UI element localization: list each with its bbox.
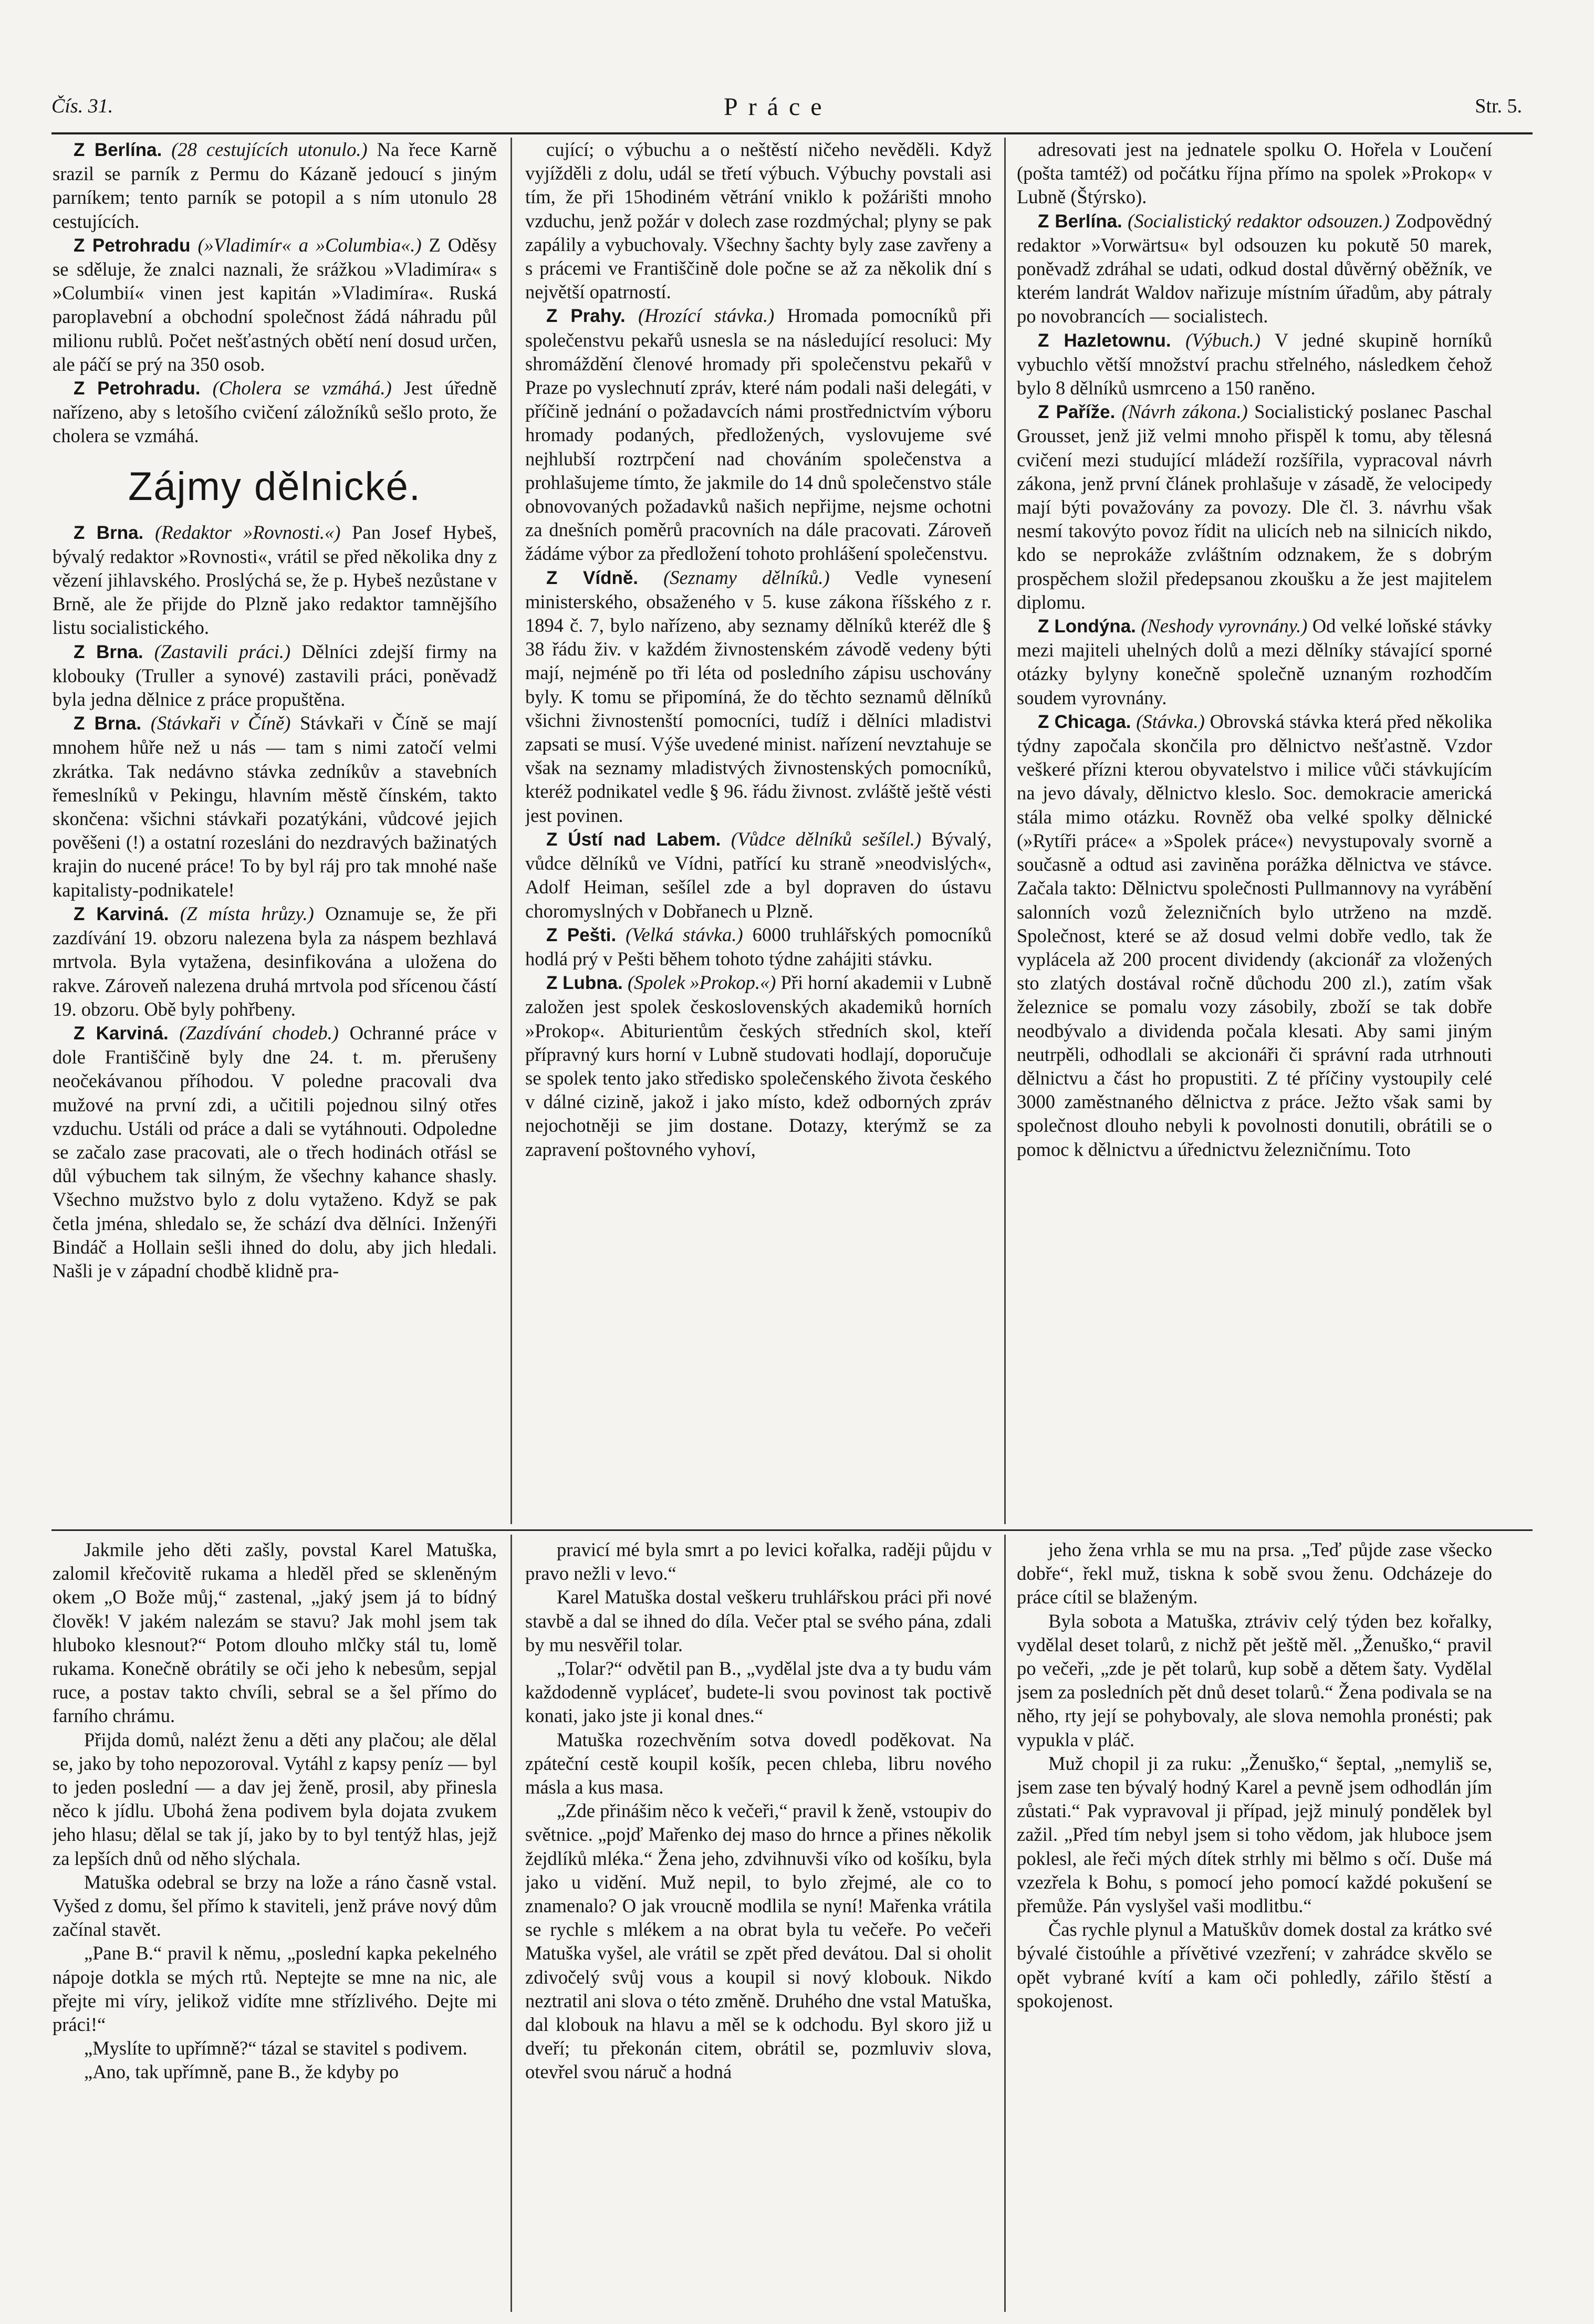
news-item-text: V jedné skupině horníků vybuchlo větší množství prachu střelného, následkem čehož bylo 8 dělníků usmrceno a 150 raněno.	[1017, 329, 1492, 399]
story-column-3	[1017, 1538, 1492, 2310]
news-item-place: Z Brna.	[74, 713, 142, 734]
news-item-place: Z Londýna.	[1038, 616, 1136, 637]
news-item-text: Při horní akademii v Lubně založen jest spolek československých akademiků horních »Prokop«. Abiturientům českých středních skol, kteří přípravný kurs horní v Lubně studovati hodlají, doporučuje se spolek tento jako středisko společenského života českého v dálné cizině, jakož i jako místo, kdež odborných zpráv nejochotněji se jim dostane. Dotazy, kterýmž se za zapravení poštovného vyhoví,	[525, 972, 992, 1160]
news-item-subtitle: (Zazdívání chodeb.)	[179, 1022, 339, 1044]
news-item-subtitle: (Výbuch.)	[1185, 329, 1260, 351]
story-paragraph: „Myslíte to upřímně?“ tázal se stavitel s podivem.	[84, 2037, 467, 2059]
labor-news-continued	[525, 138, 992, 1161]
story-text-2	[525, 1538, 992, 2084]
news-item-text: Od velké loňské stávky mezi majiteli uhelných dolů a mezi dělníky stávající sporné otázky bylyny konečně společně uznaným rozhodčím soudem vyrovnány.	[1017, 615, 1492, 708]
story-paragraph: „Pane B.“ pravil k němu, „poslední kapka pekelného nápoje dotkla se mých rtů. Neptejte se mne na nic, ale přejte mi víry, jelikož vidíte mne střízlivého. Dejte mi práci!“	[53, 1942, 497, 2036]
story-paragraph: „Ano, tak upřímně, pane B., že kdyby po	[84, 2061, 399, 2083]
news-item-subtitle: (Cholera se vzmáhá.)	[212, 377, 392, 399]
news-item	[53, 1021, 497, 1283]
news-item-text: cující; o výbuchu a o neštěstí ničeho nevěděli. Když vyjížděli z dolu, udál se třetí výbuch. Výbuchy povstali asi tím, že při 15hodiném větrání vniklo k požárišti mnoho vzduchu, jenž požár v dolech zase rozdmýchal; plyny se pak zapálily a vybuchovaly. Všechny šachty byly zase zavřeny a s prácemi ve Františčině dole počne se až za několik dní s největší opatrností.	[525, 139, 992, 303]
news-item-subtitle: (Návrh zákona.)	[1121, 401, 1248, 423]
news-item-subtitle: (28 cestujících utonulo.)	[171, 139, 368, 160]
news-item	[53, 520, 497, 640]
story-column-2	[525, 1538, 992, 2310]
issue-number: Čís. 31.	[51, 95, 113, 117]
news-item-place: Z Paříže.	[1038, 402, 1116, 423]
news-item	[53, 711, 497, 902]
labor-news	[53, 520, 497, 1283]
news-item-place: Z Petrohradu	[74, 235, 191, 256]
news-item-text: Z Oděsy se sděluje, že znalci naznali, že srážkou »Vladimíra« s »Columbií« vinen jest kapitán »Vladimíra«. Ruská paroplavební a obchodní společnost žádá náhradu půl milionu rublů. Počet nešťastných obětí není dosud určen, ale páčí se prý na 350 osob.	[53, 234, 497, 375]
news-item-text: Bývalý, vůdce dělníků ve Vídni, patřící ku straně »neodvislých«, Adolf Heiman, sešílel zde a byl dopraven do ústavu choromyslných v Dobřanech u Plzně.	[525, 828, 992, 922]
news-item	[1017, 614, 1492, 710]
story-paragraph: pravicí mé byla smrt a po levici kořalka, raději půjdu v pravo nežli v levo.“	[525, 1539, 992, 1585]
story-paragraph: Karel Matuška dostal veškeru truhlářskou práci při nové stavbě a dal se ihned do díla. Večer ptal se svého pána, zdali by mu nesvěřil tolar.	[525, 1586, 992, 1655]
news-item	[53, 376, 497, 448]
news-item-subtitle: (Velká stávka.)	[626, 923, 743, 945]
news-item-text: Dělníci zdejší firmy na klobouky (Truller a synové) zastavili práci, poněvadž byla jedna dělnice z práce propuštěna.	[53, 640, 497, 711]
news-item-subtitle: (Neshody vyrovnány.)	[1141, 615, 1308, 637]
story-paragraph: Matuška odebral se brzy na lože a ráno časně vstal. Vyšed z domu, šel přímo k staviteli, jenž práve nový dům začínal stavět.	[53, 1871, 497, 1941]
story-paragraph: Přijda domů, nalézt ženu a děti any plačou; ale dělal se, jako by toho nepozoroval. Vytáhl z kapsy peníz — byl to jeden poslední — a dav jej ženě, prosil, aby přinesla něco k jídlu. Ubohá žena podivem byla dojata zvukem jeho hlasu; dělal se tak jí, jako by to byl tentýž hlas, jejž za lepších dnů od něho slýchala.	[53, 1728, 497, 1869]
news-item-place: Z Petrohradu.	[74, 378, 201, 399]
header-rule	[51, 132, 1533, 134]
story-paragraph: „Zde přinášim něco k večeři,“ pravil k ženě, vstoupiv do světnice. „pojď Mařenko dej maso do hrnce a přines několik žejdlíků mléka.“ Žena jeho, zdvihnuvši víko od košíku, byla jako u vidění. Muž nepil, to bylo zřejmé, ale co to znamenalo? O jak vroucně modlila se nyní! Mařenka vrátila se rychle s mlékem a na obrat byla tu večeře. Po večeři Matuška vyšel, ale vrátil se zpět před devátou. Dal si oholit zdivočelý svůj vous a koupil si nový klobouk. Nikdo neztratil ani slova o této změně. Druhého dne vstal Matuška, dal klobouk na hlavu a měl se k odchodu. Byl skoro již u dveří; tu překonán citem, obrátil se, pozmluviv slova, otevřel svou náruč a hodná	[525, 1800, 992, 2083]
news-item	[525, 304, 992, 565]
news-item	[525, 923, 992, 971]
news-item	[1017, 138, 1492, 209]
news-item	[525, 138, 992, 304]
news-item-place: Z Brna.	[74, 641, 143, 662]
story-text-1	[53, 1538, 497, 2084]
story-text-3	[1017, 1538, 1492, 2013]
news-item-text: Socialistický poslanec Paschal Grousset, jenž již velmi mnoho přispěl k tomu, aby tělesná cvičení mezi studující mládeží rozšířila, vypracoval návrh zákona, jenž první článek prohlašuje v zásadě, že velocipedy mají býti považovány za povozy. Dle čl. 3. návrhu však nesmí takovýto povoz řídit na ulicích neb na silnicích nikdo, kdo se neprokáže zvláštním odznakem, že s dobrým prospěchem složil předepsanou zkoušku a že jest majitelem diplomu.	[1017, 401, 1492, 613]
page-number: Str. 5.	[1475, 95, 1522, 117]
news-item-place: Z Hazletownu.	[1038, 330, 1171, 351]
news-item	[1017, 710, 1492, 1161]
news-item-text: Vedle vynesení ministerského, obsaženého v 5. kuse zákona říšského z r. 1894 č. 7, bylo nařízeno, aby seznamy dělníků kteréž dle § 38 řádu živ. v každém živnostenském závodě vedeny býti mají, nejméně po tři léta od posledního zápisu uschovány byly. K tomu se připomíná, že do těchto seznamů dělníků všichni živnostenští pomocníci, tudíž i dělníci mladistvi zapsati se musí. Výše uvedené minist. nařízení nevztahuje se však na seznamy mladistvých živnostenských pomocníků, kteréž podnikatel vedle § 96. řádu živnost. zvláště ještě vésti jest povinen.	[525, 566, 992, 826]
news-item-text: Na řece Karně srazil se parník z Permu do Kázaně jedoucí s jiným parníkem; tento parník se potopil a s ním utonulo 28 cestujících.	[53, 139, 497, 232]
news-item-subtitle: (Vůdce dělníků sešílel.)	[731, 828, 922, 850]
world-news	[53, 138, 497, 448]
news-item-text: 6000 truhlářských pomocníků hodlá prý v Pešti během tohoto týdne zahájiti stávku.	[525, 923, 992, 970]
newspaper-title: Práce	[724, 93, 832, 121]
news-item-text: adresovati jest na jednatele spolku O. Hořela v Loučení (pošta tamtéž) od počátku října přímo na spolek »Prokop« v Lubně (Štýrsko).	[1017, 139, 1492, 208]
news-item-place: Z Lubna.	[546, 973, 623, 994]
story-paragraph: Čas rychle plynul a Matuškův domek dostal za krátko své bývalé čistoúhle a přívětivé vzezření; v zahrádce skvělo se opět vybrané kvítí a kam oči pohledly, zářilo štěstí a spokojenost.	[1017, 1919, 1492, 2012]
news-item	[53, 902, 497, 1021]
news-item-place: Z Prahy.	[546, 306, 626, 327]
news-item-text: Ochranné práce v dole Františčině byly dne 24. t. m. přerušeny neočekávanou příhodou. V poledne pracovali dva mužové na první zdi, a učitili pojednou silný otřes vzduchu. Ustáli od práce a dali se vytáhnouti. Odpoledne se začalo zase pracovati, ale o třech hodinách otřásl se důl výbuchem tak silným, že všechny kahance shasly. Všechno mužstvo bylo z dolu vytaženo. Když se pak četla jména, shledalo se, že schází dva dělníci. Inženýři Bindáč a Hollain sešli ihned do dolu, aby jich hledali. Našli je v západní chodbě klidně pra-	[53, 1022, 497, 1281]
news-item-place: Z Berlína.	[74, 140, 162, 160]
page-header	[51, 95, 1522, 131]
news-item-place: Z Pešti.	[546, 924, 617, 945]
news-item-subtitle: (Seznamy dělníků.)	[663, 566, 830, 588]
story-divider-left	[511, 1535, 512, 2312]
news-item-text: Oznamuje se, že při zazdívání 19. obzoru nalezena byla za náspem bezhlavá mrtvola. Byla vytažena, desinfikována a uložena do rakve. Zároveň nalezena druhá mrtvola pod sřícenou částí 19. obzoru. Obě byly pohřbeny.	[53, 902, 497, 1020]
feuilleton-rule	[51, 1529, 1533, 1531]
news-item-place: Z Vídně.	[546, 567, 639, 588]
column-divider-left	[511, 138, 512, 1524]
story-paragraph: Byla sobota a Matuška, ztráviv celý týden bez kořalky, vydělal deset tolarů, z nichž pět ještě měl. „Ženuško,“ pravil po večeři, „zde je pět tolarů, kup sobě a dětem šaty. Vydělal jsem za posledních pět dnů deset tolarů.“ Žena podivala se na něho, rty její se pohybovaly, ale slova nemohla pronésti; pak vypukla v pláč.	[1017, 1610, 1492, 1750]
story-column-1	[53, 1538, 497, 2310]
news-item-subtitle: (Stávka.)	[1136, 710, 1205, 732]
story-paragraph: Muž chopil ji za ruku: „Ženuško,“ šeptal, „nemyliš se, jsem zase ten bývalý hodný Karel a pevně jsem odhodlán jím zůstati.“ Pak vypravoval ji případ, jejž minulý pondělek byl zažil. „Před tím nebyl jsem si toho vědom, jak hluboce jsem poklesl, ale řeči mých dítek strhly mi bělmo s očí. Duše má vzezřela k Bohu, s pomocí jeho pomocí každé pokušení se přemůže. Pán vyslyšel vaši modlitbu.“	[1017, 1752, 1492, 1917]
story-paragraph: Matuška rozechvěním sotva dovedl poděkovat. Na zpáteční cestě koupil košík, pecen chleba, libru nového másla a kus masa.	[525, 1728, 992, 1798]
news-item-subtitle: (Hrozící stávka.)	[638, 305, 775, 327]
news-item-text: Zodpovědný redaktor »Vorwärtsu« byl odsouzen ku pokutě 50 marek, poněvadž zdráhal se udati, odkud dostal důvěrný oběžník, ve kterém landrát Waldov nařizuje místním úřadům, aby pátraly po novobrancích — socialistech.	[1017, 210, 1492, 327]
news-item-subtitle: (Spolek »Prokop.«)	[627, 972, 776, 994]
news-item-place: Z Brna.	[74, 522, 144, 543]
story-paragraph: „Tolar?“ odvětil pan B., „vydělal jste dva a ty budu vám každodenně vypláceť, budete-li svou povinost tak poctivě konati, jako jste ji konal dnes.“	[525, 1658, 992, 1727]
news-item-place: Z Ústí nad Labem.	[546, 829, 721, 850]
news-item-place: Z Chicaga.	[1038, 711, 1131, 732]
news-item-place: Z Karviná.	[74, 1023, 169, 1044]
news-item-subtitle: (Socialistický redaktor odsouzen.)	[1128, 210, 1390, 232]
news-item	[53, 138, 497, 233]
news-item	[525, 566, 992, 827]
news-item-subtitle: (Z místa hrůzy.)	[180, 902, 314, 924]
news-item-subtitle: (»Vladimír« a »Columbia«.)	[197, 234, 422, 256]
story-divider-right	[1004, 1535, 1006, 2312]
column-news-1	[53, 138, 497, 1524]
news-item-text: Hromada pomocníků při společenstvu pekařů usnesla se na následující resoluci: My shromáždění členové hromady při společenstvu pekařů v Praze po vyslechnutí zpráv, které nám podali naši delegáti, v příčině jednání o požadavcích námi prostřednictvím výboru hromady podaných, předložených, vyslovujeme své nejhlubší roztrpčení nad chováním společenstva a prohlašujeme tímto, že jakmile do 14 dnů společenstvo stále obnovovaných požadavků našich nepřijme, nejsme ochotni za dnešních poměrů pracovních na dále pracovati. Zároveň žádáme výbor za předložení tohoto prohlášení společenstvu.	[525, 305, 992, 565]
column-news-3	[1017, 138, 1492, 1524]
labor-news-right	[1017, 138, 1492, 1161]
news-item	[1017, 209, 1492, 328]
news-item	[525, 827, 992, 923]
news-item-place: Z Berlína.	[1038, 211, 1122, 232]
news-item	[1017, 328, 1492, 400]
news-item	[53, 233, 497, 376]
news-item	[53, 640, 497, 712]
news-item-subtitle: (Zastavili práci.)	[154, 640, 291, 662]
news-item	[525, 971, 992, 1161]
news-item-text: Stávkaři v Číně se mají mnohem hůře než u nás — tam s nimi zatočí velmi zkrátka. Tak nedávno stávka zedníkův a stavebních řemeslníků v Pekingu, hlavním městě čínském, takto skončena: všichni stávkaři pozatýkáni, vůdcové jejich pověšeni (!) a ostatní rozesláni do nezdravých bažinatých krajin do nucené práce! To by byl ráj pro tak mnohé naše kapitalisty-podnikatele!	[53, 712, 497, 901]
story-paragraph: Jakmile jeho děti zašly, povstal Karel Matuška, zalomil křečovitě rukama a hleděl před se skleněným okem „O Bože můj,“ zastenal, „jaký jsem já to bídný člověk! V jakém nalezám se stavu? Jak mohl jsem tak hluboko klesnout?“ Potom dlouho mlčky stál tu, lomě rukama. Konečně obrátily se oči jeho k nebesům, sepjal ruce, a postav takto chvíli, sebral se a šel přímo do farního chrámu.	[53, 1539, 497, 1727]
news-item-subtitle: (Redaktor »Rovnosti.«)	[155, 521, 341, 543]
news-item-text: Pan Josef Hybeš, bývalý redaktor »Rovnosti«, vrátil se před několika dny z vězení jihlavského. Proslýchá se, že p. Hybeš nezůstane v Brně, ale že přijde do Plzně jako redaktor tamnějšího listu socialistického.	[53, 521, 497, 639]
news-item-text: Obrovská stávka která před několika týdny započala skončila pro dělnictvo nešťastně. Vzdor veškeré přízni kterou obyvatelstvo i milice vůči stávkujícím na jevo dávaly, dělnictvo kleslo. Soc. demokracie americká stála mimo otázku. Rovněž oba velké spolky dělnické (»Rytíři práce« a »Spolek práce«) nevystupovaly svorně a současně a odtud asi zaviněna porážka dělnictva ve stávce. Začala takto: Dělnictvu společnosti Pullmannovy na vyrábění salonních vozů železničních bylo utrženo na mzdě. Společnost, které se až dosud velmi dobře vedlo, tak že vyplácela až 200 procent dividendy (akcionář za vložených sto zlatých dostával ročně důchodu 200 zl.), zatím však železnice se pomalu vozy zásobily, zboží se tak dobře neodbývalo a dividenda počala klesati. Aby sami jiným neutrpěli, odhodlali se akcionáři či správní rada utrhnouti dělnictvu a část ho propustiti. Z té příčiny vystoupily celé 3000 zaměstnaného dělnictva z práce. Ježto však sami by společnost dlouho nebyli k povolnosti donutili, obrátili se o pomoc k dělnictvu a úřednictvu železničnímu. Toto	[1017, 710, 1492, 1160]
column-news-2	[525, 138, 992, 1524]
story-paragraph: jeho žena vrhla se mu na prsa. „Teď půjde zase všecko dobře“, řekl muž, tiskna k sobě svou ženu. Odcházeje do práce cítil se blaženým.	[1017, 1539, 1492, 1608]
news-item	[1017, 400, 1492, 614]
column-divider-right	[1004, 138, 1006, 1524]
section-title: Zájmy dělnické.	[128, 464, 421, 509]
news-item-text: Jest úředně nařízeno, aby s letošího cvičení záložníků sešlo proto, že cholera se vzmáhá.	[53, 377, 497, 447]
news-item-place: Z Karviná.	[74, 903, 169, 924]
news-item-subtitle: (Stávkaři v Číně)	[150, 712, 291, 734]
